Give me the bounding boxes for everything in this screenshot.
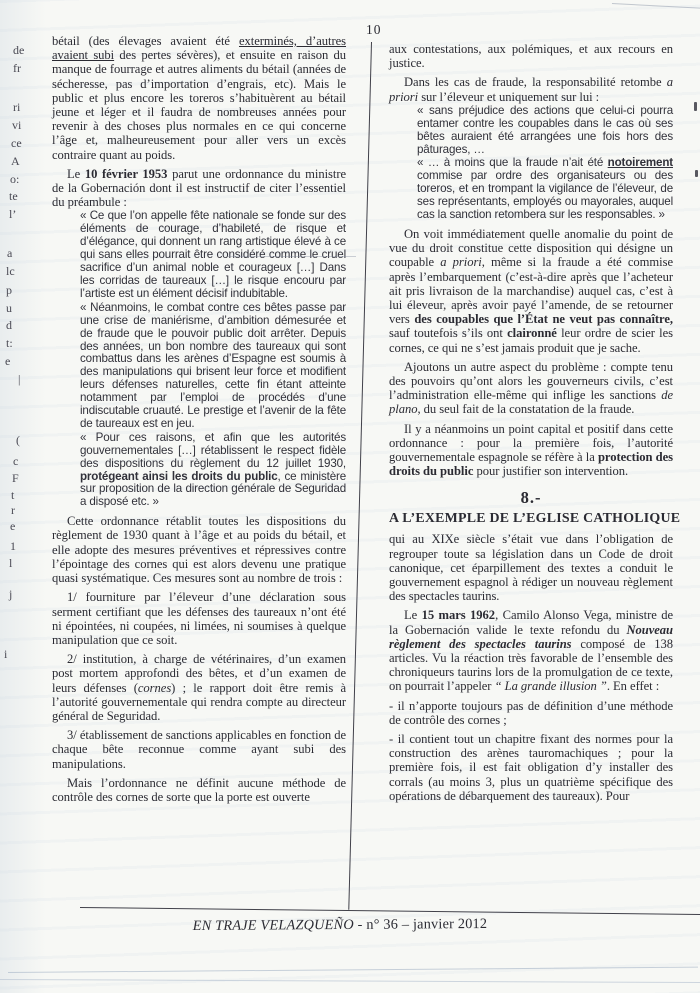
text-run: EN TRAJE VELAZQUEÑO — [192, 916, 354, 935]
text-column-left — [52, 34, 346, 804]
text-run: protégeant ainsi les droits du public — [80, 469, 278, 483]
text-run: 10 février 1953 — [84, 166, 168, 181]
page-edge-text-fragment: a — [7, 246, 13, 260]
page-edge-text-fragment: A — [11, 154, 20, 168]
scan-edge-mark — [694, 102, 697, 111]
text-run: On voit immédiatement quelle anomalie du point de vue du droit constitue cette disposition qui désigne un coupable — [389, 226, 673, 270]
quote-paragraph — [80, 432, 346, 509]
text-run: exterminés, d’autres avaient subi — [52, 34, 346, 63]
paragraph — [52, 514, 346, 585]
text-run: “ La grande illusion ” — [494, 679, 607, 694]
text-run: des coupables que l’État ne veut pas connaître, — [414, 312, 673, 327]
paragraph — [389, 42, 673, 70]
scan-edge-mark — [695, 170, 698, 177]
text-column-right — [389, 42, 681, 803]
page-edge-text-fragment: | — [18, 372, 21, 386]
page-edge-text-fragment: fr — [13, 61, 21, 75]
paragraph — [52, 34, 346, 162]
text-run: « Ce que l’on appelle fête nationale se fonde sur des éléments de courage, d’habileté, de risque et d’élégance, qui donnent un rang artistique élevé à ce qui sans elles pourrait être considéré comme le cruel sacrifice d’un animal noble et courageux […] Dans les corridas de taureaux […] le risque encouru par l’artiste est un élément décisif indubitable. — [80, 209, 346, 300]
paragraph — [52, 590, 346, 647]
text-run: , du seul fait de la constatation de la fraude. — [417, 402, 635, 417]
page-edge-text-fragment: l’ — [9, 207, 17, 221]
text-run: A L’EXEMPLE DE L’EGLISE CATHOLIQUE — [389, 511, 681, 527]
text-run: notoirement — [607, 156, 673, 170]
paragraph — [52, 167, 346, 210]
page-edge-text-fragment: i — [4, 647, 8, 661]
text-run: Ajoutons un autre aspect du problème : compte tenu des pouvoirs qu’ont alors les gouverneurs civils, c’est l’administration elle-même qui inflige les sanctions — [389, 359, 673, 403]
page-edge-text-fragment: t — [11, 488, 15, 502]
text-run: commise par ordre des organisateurs ou des toreros, et en trompant la vigilance de l’éleveur, de ses représentants, employés ou mayorales, auquel cas la sanction retombera sur les responsables. » — [417, 169, 673, 222]
text-run: a priori — [389, 75, 673, 104]
section-number-heading — [389, 489, 673, 507]
page-edge-text-fragment: lc — [6, 264, 15, 278]
paragraph — [389, 532, 673, 603]
text-run: a priori — [440, 255, 482, 270]
page-edge-text-fragment: t: — [6, 336, 13, 350]
page-edge-text-fragment: c — [13, 454, 19, 468]
text-run: 15 mars 1962 — [421, 608, 496, 623]
text-run: - il contient tout un chapitre fixant des normes pour la construction des arènes tauromachiques ; pour la première fois, il est fait obligation d’y installer des corrals (au moins 3, plus un quatrième spécifique des opérations de débarquement des taureaux). Pour — [389, 732, 673, 803]
text-run: Cette ordonnance rétablit toutes les dispositions du règlement de 1930 quant à l’âge et au poids du bétail, et elle adopte des mesures préventives et répressives contre l’épointage des cornes qui est alors devenu une pratique quasi systématique. Ces mesures sont au nombre de trois : — [52, 514, 346, 586]
page-edge-text-fragments — [0, 0, 30, 993]
page-edge-text-fragment: 1 — [10, 539, 16, 553]
scan-artifact-line — [8, 967, 698, 973]
text-run: - il n’apporte toujours pas de définition d’une méthode de contrôle des cornes ; — [389, 698, 673, 727]
text-run: Il y a néanmoins un point capital et positif dans cette ordonnance : pour la première fois, l’autorité gouvernementale espagnole se réfère à la — [389, 421, 673, 465]
quote-paragraph — [80, 302, 346, 431]
paragraph — [389, 699, 673, 727]
text-run: , Camilo Alonso Vega, ministre de la Gobernación valide le texte refondu du — [389, 608, 673, 637]
text-run: , même si la fraude a été commise après l’embarquement (c’est-à-dire après que l’acheteur ait pris livraison de la marchandise) auquel cas, c’est à lui éleveur, après avoir payé l’amende, de se retourner vers — [389, 255, 673, 327]
text-run: Le — [404, 608, 422, 623]
page-edge-text-fragment: e — [5, 354, 11, 368]
text-run: claironné — [507, 326, 557, 341]
page-edge-text-fragment: de — [13, 43, 25, 57]
page-number: 10 — [366, 22, 382, 37]
page-edge-text-fragment: ( — [16, 433, 20, 447]
page-edge-text-fragment: ce — [11, 136, 22, 150]
page-edge-text-fragment: e — [10, 519, 16, 533]
paragraph — [389, 360, 673, 417]
page-edge-text-fragment: ri — [13, 100, 21, 114]
text-run: composé de 138 articles. Vu la réaction très favorable de l’ensemble des chroniqueurs taurins lors de la promulgation de ce texte, on pourrait l’appeler — [389, 636, 673, 694]
footer-rule — [80, 907, 700, 915]
section-title — [389, 511, 681, 527]
paragraph — [389, 422, 673, 479]
text-run: protection des droits du public — [389, 450, 673, 479]
quote-paragraph — [417, 105, 673, 157]
text-run: 2/ institution, à charge de vétérinaires, d’un examen post mortem approfondi des bêtes, et d’un examen de leurs défenses ( — [52, 652, 346, 695]
text-run: sauf toutefois s’ils ont — [389, 326, 508, 341]
paragraph — [389, 227, 673, 355]
page-edge-text-fragment: o: — [10, 172, 20, 186]
text-run: bétail (des élevages avaient été — [52, 34, 239, 48]
scan-artifact-line — [612, 3, 700, 9]
paragraph — [52, 728, 346, 771]
text-run: sur l’éleveur et uniquement sur lui : — [418, 89, 600, 104]
text-run: 8.- — [520, 488, 542, 508]
paragraph — [52, 652, 346, 723]
column-divider-line — [348, 42, 372, 910]
page-edge-text-fragment: u — [6, 301, 12, 315]
page-edge-text-fragment: p — [6, 283, 12, 297]
text-run: aux contestations, aux polémiques, et aux recours en justice. — [389, 42, 673, 71]
paragraph — [389, 732, 673, 803]
text-run: « sans préjudice des actions que celui-ci pourra entamer contre les coupables dans le cas où ses bêtes auraient été arrangées une fois hors des pâturages, … — [417, 103, 673, 156]
text-run: leur ordre de scier les cornes, ce qui ne s’est jamais produit que je sache. — [389, 326, 674, 355]
text-run: Le — [67, 166, 85, 181]
text-run: de plano — [389, 388, 673, 417]
page-edge-text-fragment: te — [9, 189, 18, 203]
quote-paragraph — [417, 157, 673, 222]
paragraph — [52, 776, 346, 804]
text-run: parut une ordonnance du ministre de la Gobernación dont il est instructif de citer l’essentiel du préambule : — [52, 166, 346, 210]
page-edge-text-fragment: vi — [12, 118, 22, 132]
text-run: pour justifier son intervention. — [473, 464, 629, 479]
text-run: qui au XIXe siècle s’était vue dans l’obligation de regrouper toute sa législation dans un Code de droit canonique, cet éparpillement des textes a conduit le gouvernement espagnol à rédiger un nouveau règlement des spectacles taurins. — [389, 532, 673, 604]
text-run: « Néanmoins, le combat contre ces bêtes passe par une crise de maniérisme, d’ambition démesurée et de fraude que le pouvoir public doit arrêter. Depuis des années, un bon nombre des taureaux qui sont combattus dans les arènes d’Espagne est soumis à des manipulations qui brisent leur force et modifient leurs défenses naturelles, cette fin étant atteinte notamment par l’emploi de procédés d’une indiscutable cruauté. Le prestige et l’avenir de la fête de taureaux est en jeu. — [80, 300, 346, 430]
page-edge-text-fragment: l — [9, 556, 13, 570]
text-run: 1/ fourniture par l’éleveur d’une déclaration sous serment certifiant que les défenses des taureaux n’ont été ni épointées, ni coupées, ni limées, ni soumises à quelque manipulation que ce soit. — [52, 590, 346, 647]
text-run: « … à moins que la fraude n’ait été — [417, 156, 608, 170]
text-run: Mais l’ordonnance ne définit aucune méthode de contrôle des cornes de sorte que la porte est ouverte — [52, 775, 346, 804]
journal-footer — [100, 915, 580, 935]
text-run: cornes — [137, 680, 172, 695]
paragraph — [389, 75, 673, 103]
page-edge-text-fragment: F — [12, 471, 19, 485]
text-run: . En effet : — [606, 679, 660, 694]
text-run: 3/ établissement de sanctions applicables en fonction de chaque bête reconnue comme ayant subi des manipulations. — [52, 728, 346, 771]
scan-artifact-line — [228, 256, 356, 257]
page-edge-text-fragment: r — [11, 503, 15, 517]
text-run: des pertes sévères), et ensuite en raison du manque de fourrage et autres aliments du bétail (années de sécheresse, pas d’importation d’engrais, etc). Mais le public et plus encore les toreros s’habituèrent au bétail jeune et léger et il faudra de nombreuses années pour revenir à des choses plus normales en ce qui concerne l’âge et, malheureusement pour aller vers un excès contraire quant au poids. — [52, 48, 347, 162]
text-run: ) ; le rapport doit être remis à l’autorité gouvernementale qui rendra compte au directeur général de Seguridad. — [52, 680, 347, 723]
scan-artifact-line — [0, 979, 700, 983]
text-run: Dans les cas de fraude, la responsabilité retombe — [404, 75, 667, 90]
text-run: Nouveau règlement des spectacles taurins — [389, 622, 673, 651]
paragraph — [389, 608, 673, 693]
page-edge-text-fragment: d — [6, 318, 12, 332]
page-edge-text-fragment: j — [9, 587, 13, 601]
text-run: , ce ministère sur proposition de la direction générale de Seguridad a disposé etc. » — [80, 469, 346, 509]
text-run: - n° 36 – janvier 2012 — [353, 915, 488, 933]
text-run: « Pour ces raisons, et afin que les autorités gouvernementales […] rétablissent le respect fidèle des dispositions du règlement du 12 juillet 1930, — [80, 430, 346, 470]
